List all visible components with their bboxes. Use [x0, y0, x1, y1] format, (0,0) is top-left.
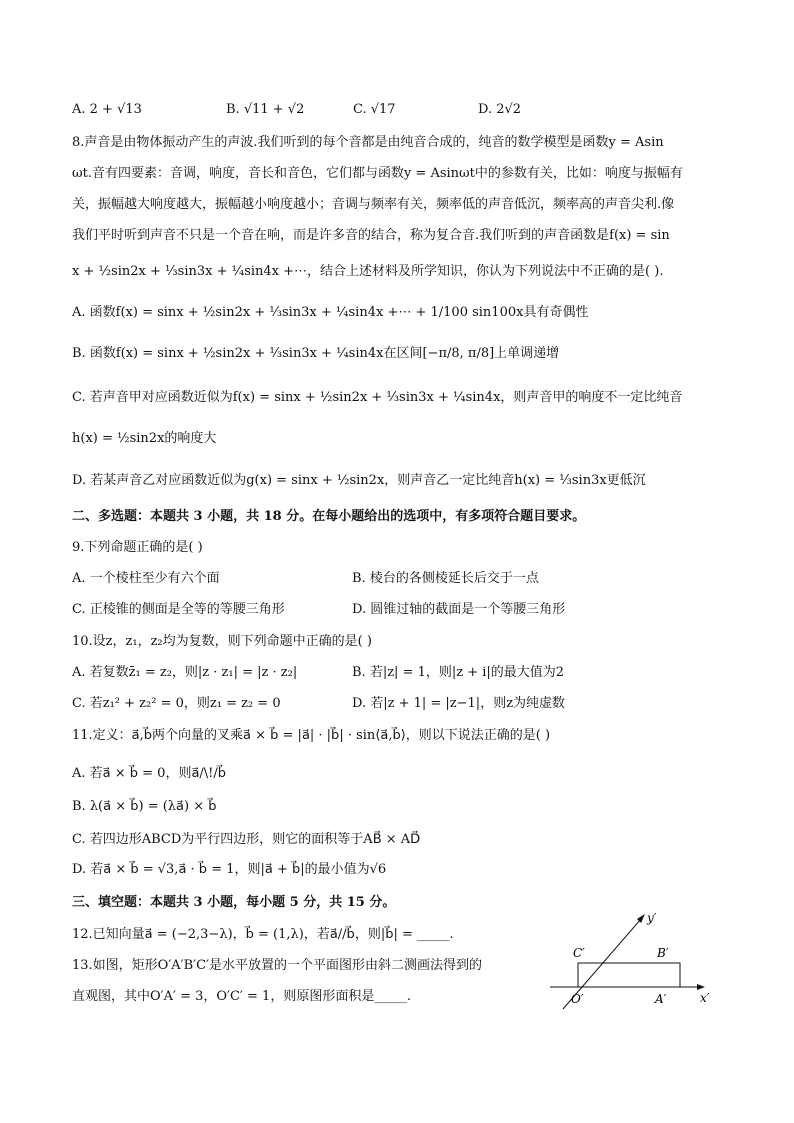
label-o-prime: O′ [571, 992, 584, 1006]
q9-option-d: D. 圆锥过轴的截面是一个等腰三角形 [352, 602, 566, 617]
q11-stem: 11.定义：a⃗,b⃗两个向量的叉乘a⃗ × b⃗ = |a⃗| · |b⃗| · sin⟨a⃗,b⃗⟩，则以下说法正确的是( ) [72, 728, 551, 743]
q9-option-a: A. 一个棱柱至少有六个面 [72, 571, 220, 586]
q10-stem: 10.设z，z₁，z₂均为复数，则下列命题中正确的是( ) [72, 634, 372, 649]
q8-stem-line-4: 我们平时听到声音不只是一个音在响，而是许多音的结合，称为复合音.我们听到的声音函数是f(x) = sin [72, 228, 670, 243]
label-c-prime: C′ [573, 946, 585, 960]
q7-option-d: D. 2√2 [478, 102, 522, 117]
q9-stem: 9.下列命题正确的是( ) [72, 540, 203, 555]
q8-option-d: D. 若某声音乙对应函数近似为g(x) = sinx + ½sin2x，则声音乙一定比纯音h(x) = ⅓sin3x更低沉 [72, 473, 646, 488]
q11-option-a: A. 若a⃗ × b⃗ = 0，则a⃗/\!/b⃗ [72, 766, 227, 781]
q9-option-c: C. 正棱锥的侧面是全等的等腰三角形 [72, 602, 285, 617]
q8-option-a: A. 函数f(x) = sinx + ½sin2x + ⅓sin3x + ¼sin4x +⋯ + 1/100 sin100x具有奇偶性 [72, 305, 589, 320]
q8-option-b: B. 函数f(x) = sinx + ½sin2x + ⅓sin3x + ¼sin4x在区间[−π/8, π/8]上单调递增 [72, 346, 560, 361]
q7-option-a: A. 2 + √13 [72, 102, 142, 117]
q10-option-a: A. 若复数z̄₁ = z₂，则|z · z₁| = |z · z₂| [72, 665, 298, 680]
section-multiple-choice-heading: 二、多选题：本题共 3 小题，共 18 分。在每小题给出的选项中，有多项符合题目要求。 [72, 509, 586, 524]
q10-option-b: B. 若|z| = 1，则|z + i|的最大值为2 [352, 665, 565, 680]
q8-stem-line-5: x + ½sin2x + ⅓sin3x + ¼sin4x +⋯，结合上述材料及所学知识，你认为下列说法中不正确的是( ). [72, 264, 664, 279]
q8-stem-line-2: ωt.音有四要素：音调，响度，音长和音色，它们都与函数y = Asinωt中的参数有关，比如：响度与振幅有 [72, 166, 683, 181]
q8-stem-line-3: 关，振幅越大响度越大，振幅越小响度越小；音调与频率有关，频率低的声音低沉，频率高的声音尖利.像 [72, 197, 675, 212]
q10-option-d: D. 若|z + 1| = |z−1|，则z为纯虚数 [352, 696, 566, 711]
q10-option-c: C. 若z₁² + z₂² = 0，则z₁ = z₂ = 0 [72, 696, 281, 711]
x-axis-arrow [697, 984, 705, 990]
rectangle-oabc [578, 963, 680, 987]
q7-option-c: C. √17 [353, 102, 396, 117]
label-y-prime: y′ [647, 911, 657, 925]
q8-option-c-line-1: C. 若声音甲对应函数近似为f(x) = sinx + ½sin2x + ⅓sin3x + ¼sin4x，则声音甲的响度不一定比纯音 [72, 390, 683, 405]
q7-option-b: B. √11 + √2 [226, 102, 305, 117]
q8-stem-line-1: 8.声音是由物体振动产生的声波.我们听到的每个音都是由纯音合成的，纯音的数学模型是函数y = Asin [72, 135, 664, 150]
section-fill-in-heading: 三、填空题：本题共 3 小题，每小题 5 分，共 15 分。 [72, 895, 396, 910]
q8-option-c-line-2: h(x) = ½sin2x的响度大 [72, 431, 217, 446]
label-b-prime: B′ [657, 946, 669, 960]
label-x-prime: x′ [700, 991, 710, 1005]
q11-option-c: C. 若四边形ABCD为平行四边形，则它的面积等于AB⃗ × AD⃗ [72, 832, 421, 847]
q9-option-b: B. 棱台的各侧棱延长后交于一点 [352, 571, 539, 586]
label-a-prime: A′ [655, 992, 667, 1006]
q13-stem-line-1: 13.如图，矩形O′A′B′C′是水平放置的一个平面图形由斜二测画法得到的 [72, 958, 483, 973]
rectangle-oblique-figure [545, 905, 715, 1015]
q11-option-b: B. λ(a⃗ × b⃗) = (λa⃗) × b⃗ [72, 799, 217, 814]
q11-option-d: D. 若a⃗ × b⃗ = √3,a⃗ · b⃗ = 1，则|a⃗ + b⃗|的最小值为√6 [72, 862, 387, 877]
q12-stem: 12.已知向量a⃗ = (−2,3−λ)，b⃗ = (1,λ)，若a⃗//b⃗，则|b⃗| = _____. [72, 927, 454, 942]
q13-stem-line-2: 直观图，其中O′A′ = 3，O′C′ = 1，则原图形面积是_____. [72, 989, 411, 1004]
